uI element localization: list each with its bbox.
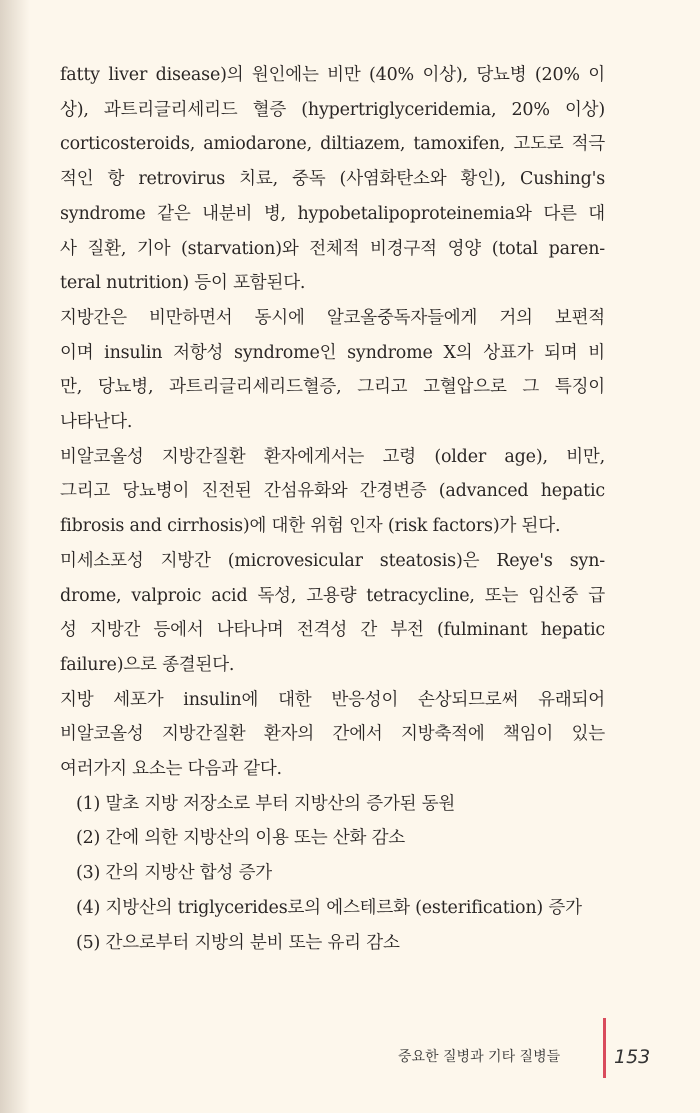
paragraph-causes — [60, 58, 605, 301]
list-item — [60, 926, 605, 961]
list-item — [60, 856, 605, 891]
text-line: 이며 insulin 저항성 syndrome인 syndrome X의 상표가 되며 비 — [60, 342, 605, 363]
running-footer-title: 중요한 질병과 기타 질병들 — [398, 1049, 561, 1065]
text-line: 비알코올성 지방간질환 환자의 간에서 지방축적에 책임이 있는 — [60, 724, 605, 745]
list-item-text: (2) 간에 의한 지방산의 이용 또는 산화 감소 — [76, 828, 406, 849]
paragraph-risk-factors — [60, 440, 605, 544]
text-line: 나타난다. — [60, 412, 133, 433]
text-line: 상), 과트리글리세리드 혈증 (hypertriglyceridemia, 20% 이상) — [60, 99, 605, 120]
text-line: 지방 세포가 insulin에 대한 반응성이 손상되므로써 유래되어 — [60, 689, 605, 710]
text-line: 사 질환, 기아 (starvation)와 전체적 비경구적 영양 (total paren- — [60, 238, 605, 259]
text-line: corticosteroids, amiodarone, diltiazem, tamoxifen, 고도로 적극 — [60, 134, 605, 155]
list-item — [60, 891, 605, 926]
text-line: 비알코올성 지방간질환 환자에게서는 고령 (older age), 비만, — [60, 446, 605, 467]
text-line: fatty liver disease)의 원인에는 비만 (40% 이상), 당뇨병 (20% 이 — [60, 65, 605, 85]
text-line: 그리고 당뇨병이 진전된 간섬유화와 간경변증 (advanced hepatic — [60, 481, 605, 502]
list-item-text: (5) 간으로부터 지방의 분비 또는 유리 감소 — [76, 932, 400, 953]
list-item — [60, 787, 605, 822]
text-line: 미세소포성 지방간 (microvesicular steatosis)은 Reye's syn- — [60, 550, 605, 571]
page-number: 153 — [614, 1046, 651, 1068]
paragraph-fatty-liver — [60, 301, 605, 440]
paragraph-factors-intro — [60, 683, 605, 787]
list-item-text: (4) 지방산의 triglycerides로의 에스테르화 (esterification) 증가 — [76, 897, 582, 918]
page-gutter-shadow — [0, 0, 30, 1113]
body-text — [60, 58, 605, 960]
list-item — [60, 821, 605, 856]
paragraph-microvesicular — [60, 544, 605, 683]
text-line: 여러가지 요소는 다음과 같다. — [60, 759, 282, 780]
text-line: syndrome 같은 내분비 병, hypobetalipoproteinemia와 다른 대 — [60, 203, 605, 224]
text-line: fibrosis and cirrhosis)에 대한 위험 인자 (risk factors)가 된다. — [60, 516, 561, 537]
text-line: 만, 당뇨병, 과트리글리세리드혈증, 그리고 고혈압으로 그 특징이 — [60, 377, 605, 398]
list-item-text: (1) 말초 지방 저장소로 부터 지방산의 증가된 동원 — [76, 793, 456, 814]
text-line: drome, valproic acid 독성, 고용량 tetracycline, 또는 임신중 급 — [60, 585, 605, 606]
text-line: failure)으로 종결된다. — [60, 654, 235, 675]
footer-divider — [603, 1018, 606, 1078]
text-line: 적인 항 retrovirus 치료, 중독 (사염화탄소와 황인), Cushing's — [60, 169, 605, 190]
text-line: 성 지방간 등에서 나타나며 전격성 간 부전 (fulminant hepatic — [60, 620, 605, 641]
text-line: teral nutrition) 등이 포함된다. — [60, 273, 306, 294]
list-item-text: (3) 간의 지방산 합성 증가 — [76, 863, 272, 884]
text-line: 지방간은 비만하면서 동시에 알코올중독자들에게 거의 보편적 — [60, 307, 605, 328]
